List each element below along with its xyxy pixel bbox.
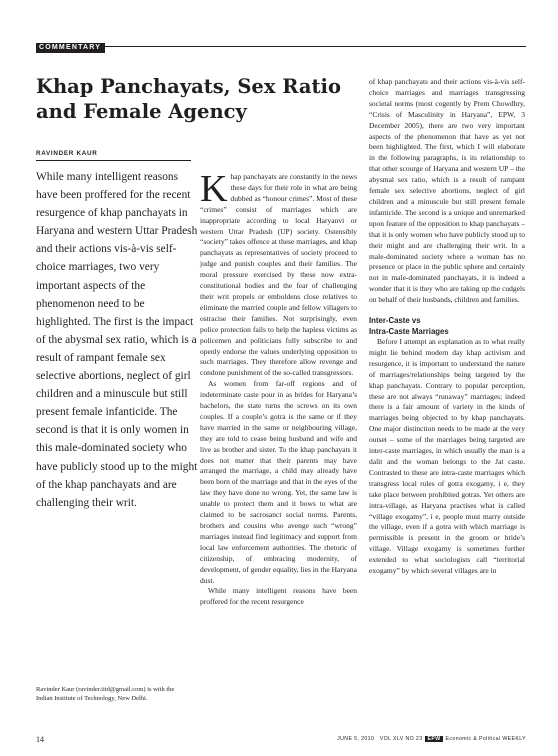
- section-tag: [36, 36, 526, 51]
- paragraph-text: hap panchayats are constantly in the news these days for their role in what are being dubbed as “honour crimes”. Most of these “crimes” consist of marriages which are inappropriate according to local Haryanvi or western Uttar Pradesh (UP) society. Ostensibly “society” takes offence at these marriages, and khap panchayats as representatives of society proceed to judge and punish couples and their families. The moral pressure exercised by these now extra-constitutional bodies and the fear of challenging their writ propels or emboldens close relatives to eliminate the married couple and fellow villagers to ostracise their families. Not surprisingly, even police protection fails to help the hapless victims as policemen and politicians fully subscribe to and openly endorse the values underlying opposition to such marriages. They therefore allow revenge and condone punishment of the so-called transgressors.: [200, 172, 357, 378]
- issue-date: JUNE 5, 2010: [337, 736, 375, 742]
- body-paragraph: [200, 168, 357, 379]
- author-note: Ravinder Kaur (ravinder.iitd@gmail.com) is with the Indian Institute of Technology, New Delhi.: [36, 686, 175, 702]
- page-number: 14: [36, 735, 44, 744]
- drop-cap: K: [200, 168, 228, 210]
- body-column-2: [369, 77, 525, 577]
- body-paragraph: of khap panchayats and their actions vis-à-vis self-choice marriages and marriages transgressing societal norms (most cogently by Prem Chowdhry, “Crisis of Masculinity in Haryana”, EPW, 3 December 2005), there are two very important aspects of the phenomenon that have as yet not been highlighted. The first, which I will elaborate in the following paragraphs, is its relationship to that other scourge of Haryana and western UP – the abysmal sex ratio, which is a result of rampant female sex selective abortions, neglect of girl children and a minuscule but still present female infanticide. The second is a unique and unremarked upon feature of the opposition to khap panchayats – that it is only women who have publicly stood up to their might and are challenging their writ. In a male-dominated society where a woman has no presence or place in the public sphere and certainly not in male-dominated panchayats, it is indeed a wonder that it is they who are taking up the cudgels on behalf of their husbands, children and families.: [369, 77, 525, 305]
- journal-info: [337, 736, 526, 742]
- body-paragraph: As women from far-off regions and of indeterminate caste pour in as brides for Haryana’s bachelors, the state turns the screws on its own couples. If a couple’s gotra is the same or if they have married in the same or neighbouring village, they are told to cease being husband and wife and live as brother and sister. To the khap panchayats it does not matter that their parents may have arranged the marriage, a child may already have been born of the marriage and that in the eyes of the law they have done no wrong. Yet, the same law is unable to protect them and it bows to what are claimed to be sacrosanct social norms. Parents, brothers and cousins who avenge such “wrong” marriages instead find legitimacy and support from local law enforcement authorities. The rhetoric of citizenship, of embracing modernity, of development, of gender equality, lies in the Haryana dust.: [200, 379, 357, 585]
- author-byline: RAVINDER KAUR: [36, 150, 98, 157]
- body-paragraph: While many intelligent reasons have been proffered for the recent resurgence: [200, 586, 357, 607]
- body-column-1: [200, 168, 357, 608]
- epw-badge: EPW: [427, 736, 441, 742]
- article-title: Khap Panchayats, Sex Ratio and Female Agency: [36, 75, 341, 123]
- page-footer: [36, 735, 526, 747]
- byline-divider: [36, 160, 191, 161]
- section-label: COMMENTARY: [36, 43, 105, 53]
- journal-name: Economic & Political WEEKLY: [445, 736, 526, 742]
- volume-number: VOL XLV NO 23: [379, 736, 423, 742]
- section-subheading: [369, 316, 525, 337]
- pull-quote: While many intelligent reasons have been proffered for the recent resurgence of khap panchayats in Haryana and western Uttar Pradesh and their actions vis-à-vis self-choice marriages, two very important aspects of the phenomenon need to be highlighted. The first is the impact of the abysmal sex ratio, which is a result of rampant female sex selective abortions, neglect of girl children and a minuscule but still present female infanticide. The second is that it is only women in this male-dominated society who have publicly stood up to the might of the khap panchayats and are challenging their writ.: [36, 171, 198, 509]
- subheading-line: Intra-Caste Marriages: [369, 326, 449, 336]
- body-paragraph: Before I attempt an explanation as to what really might lie behind modern day khap activism and resurgence, it is important to understand the nature of marriages/relationships being targeted by the khap panchayats. Contrary to popular perception, these are not always “runaway” marriages; indeed there is a fair amount of variety in the kinds of marriages being objected to by khap panchayats. One major distinction needs to be made at the very outset – some of the marriages being targeted are inter-caste marriages, in which usually the man is a dalit and the woman belongs to the Jat caste. Contrasted to these are intra-caste marriages which transgress local rules of gotra exogamy, i e, they take place between prohibited gotras. Yet others are intra-village, as Haryana practises what is called “village exogamy”, i e, people must marry outside the village, even if a gotra with which marriage is permissible is present in the groom or bride’s village. Village exogamy is sometimes further extended to what sociologists call “territorial exogamy” by which several villages are in: [369, 337, 525, 576]
- subheading-line: Inter-Caste vs: [369, 316, 421, 326]
